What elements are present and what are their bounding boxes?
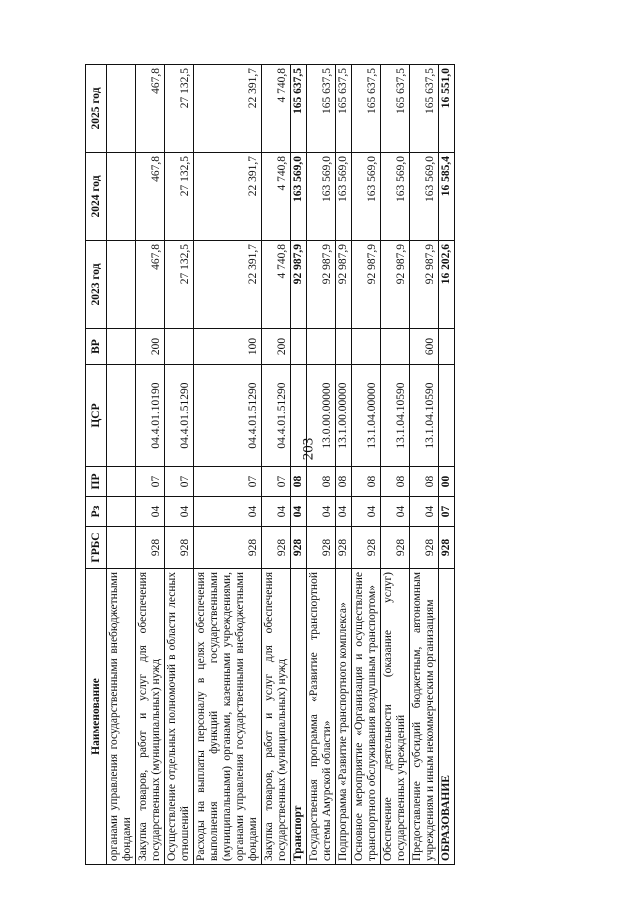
cell-y2024: 16 585,4 — [439, 153, 455, 241]
cell-y2023: 467,8 — [136, 241, 165, 329]
cell-pr: 08 — [307, 467, 336, 497]
cell-rz: 04 — [381, 497, 410, 527]
cell-rz — [107, 497, 136, 527]
cell-y2025 — [107, 65, 136, 153]
table-row — [107, 65, 136, 865]
cell-y2025: 165 637,5 — [352, 65, 381, 153]
table-row — [291, 65, 307, 865]
cell-pr — [107, 467, 136, 497]
cell-grbs: 928 — [165, 527, 194, 569]
table-row — [136, 65, 165, 865]
cell-pr: 08 — [291, 467, 307, 497]
cell-grbs: 928 — [410, 527, 439, 569]
cell-csr: 04.4.01.51290 — [194, 365, 262, 467]
cell-rz: 07 — [439, 497, 455, 527]
table-header-row — [86, 65, 107, 865]
table-row — [262, 65, 291, 865]
header-name: Наименование — [86, 569, 107, 865]
cell-y2024: 163 569,0 — [307, 153, 336, 241]
cell-y2025: 16 551,0 — [439, 65, 455, 153]
table-row — [410, 65, 439, 865]
cell-vr: 600 — [410, 329, 439, 365]
cell-name: органами управления государственными внебюджетными фондами — [107, 569, 136, 865]
cell-grbs: 928 — [439, 527, 455, 569]
cell-csr: 13.1.00.00000 — [336, 365, 352, 467]
cell-vr: 100 — [194, 329, 262, 365]
cell-vr: 200 — [136, 329, 165, 365]
cell-y2023: 92 987,9 — [352, 241, 381, 329]
cell-y2024: 27 132,5 — [165, 153, 194, 241]
header-2025: 2025 год — [86, 65, 107, 153]
cell-vr — [336, 329, 352, 365]
cell-y2024: 4 740,8 — [262, 153, 291, 241]
header-rz: Рз — [86, 497, 107, 527]
cell-vr — [439, 329, 455, 365]
cell-y2024: 22 391,7 — [194, 153, 262, 241]
cell-y2024: 163 569,0 — [291, 153, 307, 241]
cell-y2023: 92 987,9 — [410, 241, 439, 329]
cell-name: Обеспечение деятельности (оказание услуг) государственных учреждений — [381, 569, 410, 865]
cell-rz: 04 — [262, 497, 291, 527]
cell-y2025: 165 637,5 — [307, 65, 336, 153]
cell-y2025: 467,8 — [136, 65, 165, 153]
cell-csr: 04.4.01.51290 — [262, 365, 291, 467]
cell-y2025: 165 637,5 — [336, 65, 352, 153]
cell-csr — [107, 365, 136, 467]
rotated-page-content — [85, 65, 555, 865]
header-pr: ПР — [86, 467, 107, 497]
table-row — [439, 65, 455, 865]
cell-rz: 04 — [136, 497, 165, 527]
cell-csr: 13.1.04.00000 — [352, 365, 381, 467]
cell-vr — [352, 329, 381, 365]
table-row — [165, 65, 194, 865]
cell-name: ОБРАЗОВАНИЕ — [439, 569, 455, 865]
cell-grbs: 928 — [194, 527, 262, 569]
cell-name: Расходы на выплаты персоналу в целях обеспечения выполнения функций государственными (муниципальными) органами, казенными учреждениями, органами управления государственными внебюджетными фондами — [194, 569, 262, 865]
cell-name: Государственная программа «Развитие транспортной системы Амурской области» — [307, 569, 336, 865]
cell-pr: 00 — [439, 467, 455, 497]
cell-grbs: 928 — [336, 527, 352, 569]
cell-rz: 04 — [307, 497, 336, 527]
cell-vr — [381, 329, 410, 365]
cell-y2024 — [107, 153, 136, 241]
table-row — [352, 65, 381, 865]
cell-y2025: 165 637,5 — [410, 65, 439, 153]
cell-csr: 13.1.04.10590 — [410, 365, 439, 467]
cell-pr: 07 — [194, 467, 262, 497]
cell-y2024: 163 569,0 — [352, 153, 381, 241]
cell-rz: 04 — [336, 497, 352, 527]
cell-pr: 08 — [336, 467, 352, 497]
cell-name: Транспорт — [291, 569, 307, 865]
cell-grbs: 928 — [136, 527, 165, 569]
cell-rz: 04 — [352, 497, 381, 527]
cell-y2023: 27 132,5 — [165, 241, 194, 329]
cell-csr: 04.4.01.10190 — [136, 365, 165, 467]
cell-y2024: 163 569,0 — [381, 153, 410, 241]
cell-y2025: 27 132,5 — [165, 65, 194, 153]
table-row — [194, 65, 262, 865]
cell-csr: 13.1.04.10590 — [381, 365, 410, 467]
cell-pr: 07 — [165, 467, 194, 497]
header-grbs: ГРБС — [86, 527, 107, 569]
cell-y2023: 16 202,6 — [439, 241, 455, 329]
table-row — [381, 65, 410, 865]
cell-grbs: 928 — [381, 527, 410, 569]
cell-name: Подпрограмма «Развитие транспортного комплекса» — [336, 569, 352, 865]
cell-pr: 08 — [352, 467, 381, 497]
cell-y2023: 92 987,9 — [291, 241, 307, 329]
cell-csr: 04.4.01.51290 — [165, 365, 194, 467]
cell-grbs — [107, 527, 136, 569]
header-2024: 2024 год — [86, 153, 107, 241]
budget-table — [85, 64, 455, 865]
cell-pr: 07 — [262, 467, 291, 497]
cell-csr: 13.0.00.00000 — [307, 365, 336, 467]
cell-y2025: 165 637,5 — [291, 65, 307, 153]
cell-name: Закупка товаров, работ и услуг для обеспечения государственных (муниципальных) нужд — [136, 569, 165, 865]
cell-vr — [291, 329, 307, 365]
cell-rz: 04 — [291, 497, 307, 527]
cell-y2023: 4 740,8 — [262, 241, 291, 329]
cell-y2023: 22 391,7 — [194, 241, 262, 329]
cell-grbs: 928 — [291, 527, 307, 569]
page-number: 203 — [300, 437, 317, 461]
cell-name: Предоставление субсидий бюджетным, автономным учреждениям и иным некоммерческим организациям — [410, 569, 439, 865]
cell-grbs: 928 — [307, 527, 336, 569]
cell-grbs: 928 — [262, 527, 291, 569]
cell-y2023: 92 987,9 — [336, 241, 352, 329]
cell-y2024: 163 569,0 — [336, 153, 352, 241]
cell-vr — [107, 329, 136, 365]
cell-y2023: 92 987,9 — [381, 241, 410, 329]
cell-vr — [165, 329, 194, 365]
cell-grbs: 928 — [352, 527, 381, 569]
table-row — [307, 65, 336, 865]
cell-y2023: 92 987,9 — [307, 241, 336, 329]
header-vr: ВР — [86, 329, 107, 365]
cell-y2025: 4 740,8 — [262, 65, 291, 153]
cell-rz: 04 — [410, 497, 439, 527]
cell-name: Закупка товаров, работ и услуг для обеспечения государственных (муниципальных) нужд — [262, 569, 291, 865]
cell-csr — [439, 365, 455, 467]
cell-pr: 08 — [381, 467, 410, 497]
table-row — [336, 65, 352, 865]
cell-y2025: 165 637,5 — [381, 65, 410, 153]
cell-y2025: 22 391,7 — [194, 65, 262, 153]
cell-csr — [291, 365, 307, 467]
header-csr: ЦСР — [86, 365, 107, 467]
cell-pr: 08 — [410, 467, 439, 497]
cell-rz: 04 — [165, 497, 194, 527]
cell-vr: 200 — [262, 329, 291, 365]
header-2023: 2023 год — [86, 241, 107, 329]
cell-y2024: 163 569,0 — [410, 153, 439, 241]
cell-y2023 — [107, 241, 136, 329]
cell-pr: 07 — [136, 467, 165, 497]
cell-rz: 04 — [194, 497, 262, 527]
cell-vr — [307, 329, 336, 365]
cell-name: Осуществление отдельных полномочий в области лесных отношений — [165, 569, 194, 865]
cell-y2024: 467,8 — [136, 153, 165, 241]
cell-name: Основное мероприятие «Организация и осуществление транспортного обслуживания воздушным транспортом» — [352, 569, 381, 865]
